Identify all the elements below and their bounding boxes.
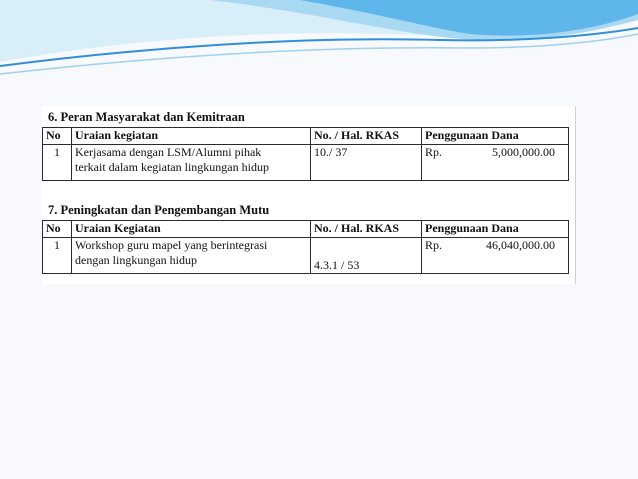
header-description: Uraian kegiatan bbox=[72, 128, 311, 145]
description-line: terkait dalam kegiatan lingkungan hidup bbox=[75, 160, 269, 174]
table-row bbox=[43, 145, 569, 181]
sheet-gridline bbox=[575, 106, 576, 284]
table-header-row bbox=[43, 221, 569, 238]
table-row bbox=[43, 238, 569, 274]
header-description: Uraian Kegiatan bbox=[72, 221, 311, 238]
table-panel bbox=[42, 106, 576, 284]
header-wave-decoration bbox=[0, 0, 638, 90]
header-no: No bbox=[43, 128, 72, 145]
currency-label: Rp. bbox=[425, 238, 443, 252]
row-number: 1 bbox=[43, 238, 72, 274]
description-line: Kerjasama dengan LSM/Alumni pihak bbox=[75, 145, 262, 159]
table-header-row bbox=[43, 128, 569, 145]
amount-value: 5,000,000.00 bbox=[492, 145, 555, 159]
row-funds bbox=[422, 145, 569, 181]
row-number: 1 bbox=[43, 145, 72, 181]
row-rkas: 4.3.1 / 53 bbox=[311, 238, 422, 274]
amount-value: 46,040,000.00 bbox=[486, 238, 555, 252]
header-funds: Penggunaan Dana bbox=[422, 128, 569, 145]
header-rkas: No. / Hal. RKAS bbox=[311, 128, 422, 145]
header-funds: Penggunaan Dana bbox=[422, 221, 569, 238]
header-no: No bbox=[43, 221, 72, 238]
description-line: dengan lingkungan hidup bbox=[75, 253, 197, 267]
row-rkas: 10./ 37 bbox=[311, 145, 422, 181]
section-7-table bbox=[42, 220, 569, 274]
row-description bbox=[72, 145, 311, 181]
row-description bbox=[72, 238, 311, 274]
section-6-table bbox=[42, 127, 569, 181]
section-6-title: 6. Peran Masyarakat dan Kemitraan bbox=[48, 110, 245, 124]
currency-label: Rp. bbox=[425, 145, 443, 159]
row-funds bbox=[422, 238, 569, 274]
description-line: Workshop guru mapel yang berintegrasi bbox=[75, 238, 268, 252]
header-rkas: No. / Hal. RKAS bbox=[311, 221, 422, 238]
section-7-title: 7. Peningkatan dan Pengembangan Mutu bbox=[48, 203, 270, 217]
